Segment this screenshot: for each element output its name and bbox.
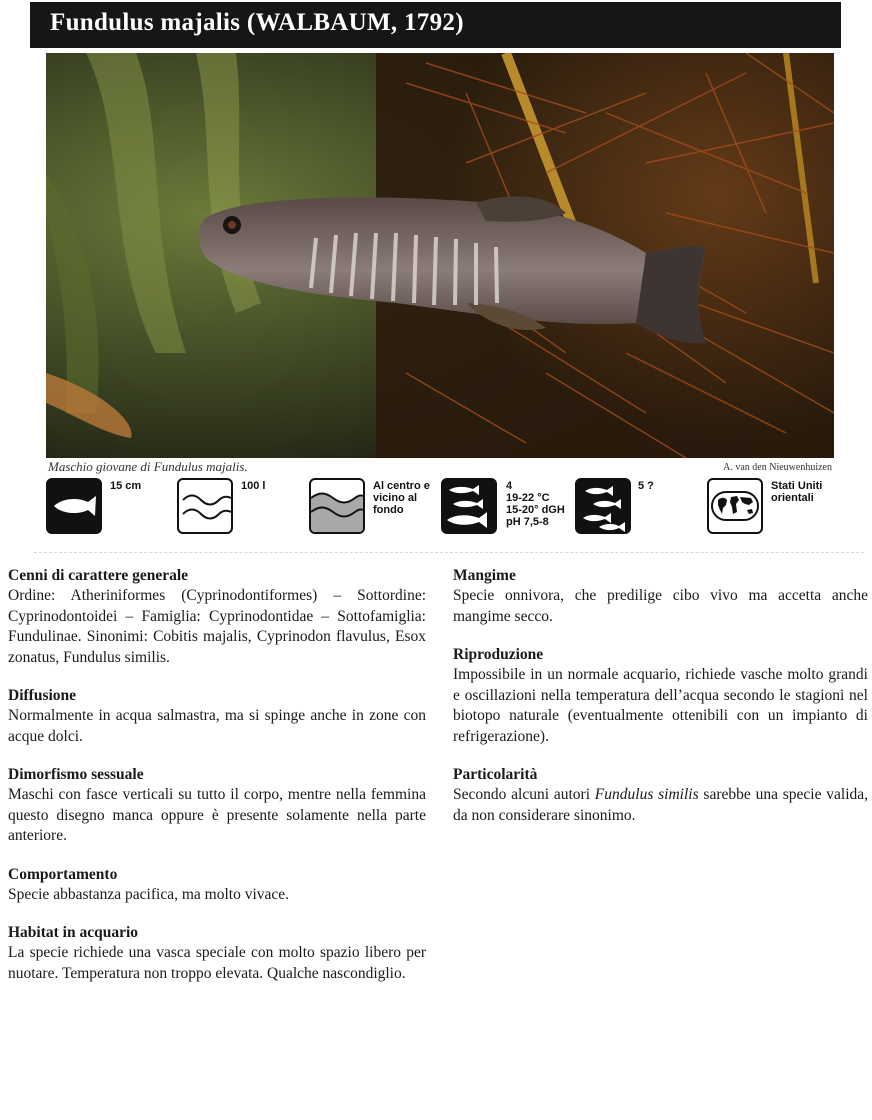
- section-behaviour: [8, 865, 426, 906]
- school-icon: [575, 478, 631, 534]
- world-map-icon: [707, 478, 763, 534]
- page-title: Fundulus majalis (WALBAUM, 1792): [50, 9, 464, 36]
- section-distribution: [8, 686, 426, 747]
- photo-credit: A. van den Nieuwenhuizen: [723, 462, 832, 473]
- zone-label: Al centro e vicino al fondo: [373, 480, 430, 516]
- swimming-zone-icon: [309, 478, 365, 534]
- section-breeding: [453, 645, 868, 747]
- temperature-value: 19-22 °C: [506, 492, 550, 504]
- notes-text-before: Secondo alcuni autori: [453, 786, 595, 803]
- section-heading: Comportamento: [8, 865, 118, 883]
- species-name: Fundulus similis: [594, 786, 699, 803]
- distribution-label: Stati Uniti orientali: [771, 480, 823, 504]
- section-general: [8, 566, 426, 668]
- hardness-value: 15-20° dGH: [506, 504, 565, 516]
- section-notes: [453, 765, 868, 826]
- section-text: Normalmente in acqua salmastra, ma si spinge anche in zone con acque dolci.: [8, 707, 426, 745]
- section-text: La specie richiede una vasca speciale con molto spazio libero per nuotare. Temperatura non troppo elevata. Qualche nascondiglio.: [8, 944, 426, 982]
- volume-label: 100 l: [241, 480, 266, 492]
- fish-size-icon: [46, 478, 102, 534]
- group-label: 5 ?: [638, 480, 654, 492]
- title-bar: [30, 2, 841, 48]
- section-heading: Cenni di carattere generale: [8, 567, 189, 584]
- fish-count: 4: [506, 480, 513, 492]
- water-parameters-icon: [441, 478, 497, 534]
- water-parameters-text: [506, 480, 565, 528]
- section-text: Specie onnivora, che predilige cibo vivo ma accetta anche mangime secco.: [453, 587, 868, 625]
- section-food: [453, 566, 868, 627]
- tank-volume-icon: [177, 478, 233, 534]
- fish-photo: [46, 53, 834, 458]
- ph-value: pH 7,5-8: [506, 516, 549, 528]
- section-heading: Habitat in acquario: [8, 924, 139, 941]
- divider: [34, 552, 864, 553]
- section-text: Impossibile in un normale acquario, richiede vasche molto grandi e oscillazioni nella temperatura dell’acqua secondo le stagioni nel biotopo naturale (eventualmente ottenibili con un impianto di refrigerazione).: [453, 666, 868, 745]
- section-text: Ordine: Atheriniformes (Cyprinodontiformes) – Sottordine: Cyprinodontoidei – Famiglia: Cyprinodontidae – Sottofamiglia: Fundulinae. Sinonimi: Cobitis majalis, Cyprinodon flavulus, Esox zonatus, Fundulus similis.: [8, 587, 426, 666]
- photo-caption: Maschio giovane di Fundulus majalis.: [48, 459, 248, 474]
- section-text: [453, 785, 868, 826]
- section-heading: Mangime: [453, 567, 516, 584]
- section-heading: Riproduzione: [453, 646, 544, 663]
- section-heading: Particolarità: [453, 766, 538, 783]
- left-column: [8, 566, 426, 1002]
- section-habitat: [8, 923, 426, 984]
- section-text: Maschi con fasce verticali su tutto il corpo, mentre nella femmina questo disegno manca oppure è presente solamente nella parte anteriore.: [8, 786, 426, 844]
- fish-illustration: [46, 53, 834, 458]
- section-heading: Diffusione: [8, 687, 77, 704]
- section-text: Specie abbastanza pacifica, ma molto vivace.: [8, 885, 290, 903]
- section-dimorphism: [8, 765, 426, 847]
- section-heading: Dimorfismo sessuale: [8, 766, 144, 783]
- size-label: 15 cm: [110, 480, 142, 492]
- notes-text-after: sarebbe una specie valida, da non considerare sinonimo.: [453, 786, 869, 824]
- right-column: [453, 566, 868, 844]
